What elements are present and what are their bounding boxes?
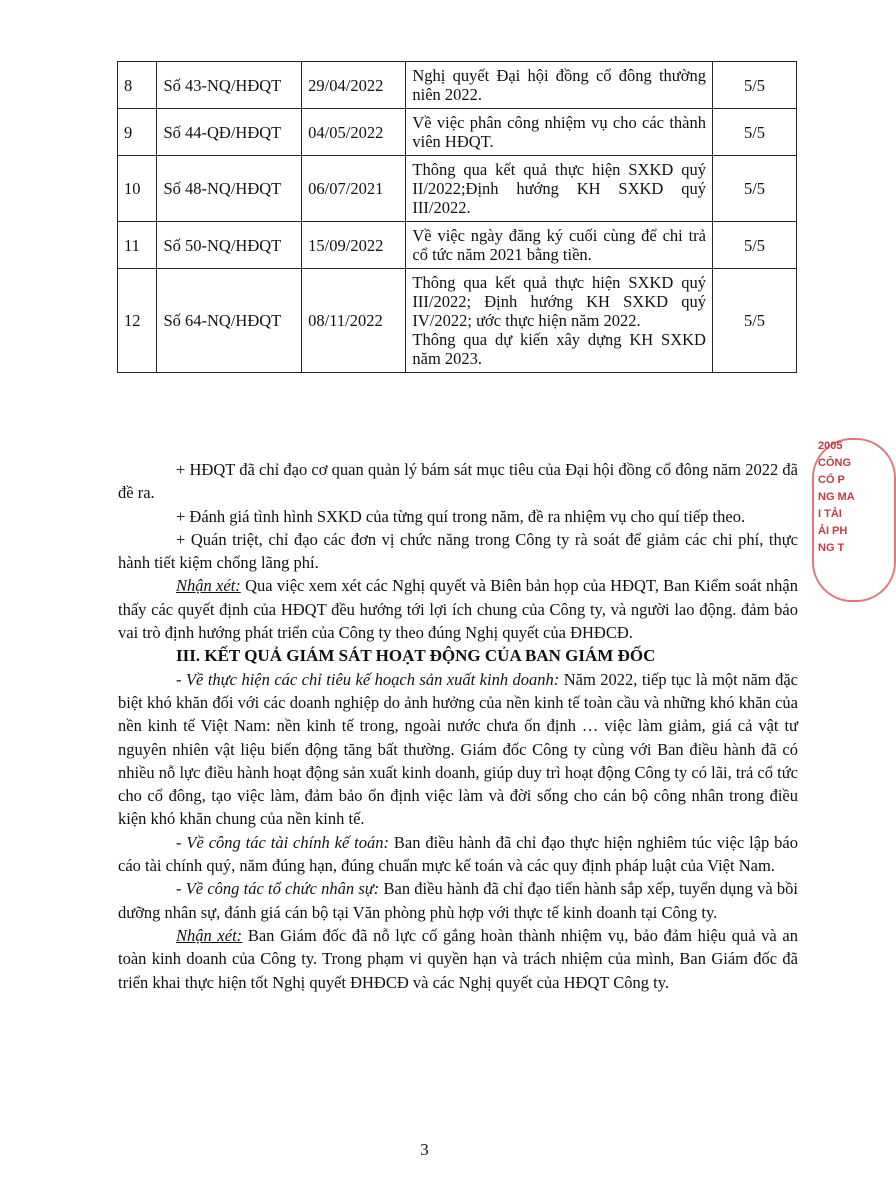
document-title	[406, 109, 713, 156]
section-heading-iii: III. KẾT QUẢ GIÁM SÁT HOẠT ĐỘNG CỦA BAN GIÁM ĐỐC	[176, 646, 656, 666]
vote-result: 5/5	[712, 156, 796, 222]
paragraph-finance-label: - Về công tác tài chính kế toán:	[176, 832, 390, 852]
document-date: 06/07/2021	[302, 156, 406, 222]
document-title-line: Thông qua dự kiến xây dựng KH SXKD năm 2023.	[412, 330, 706, 368]
remark-1	[118, 574, 798, 644]
document-title	[406, 269, 713, 373]
document-date: 15/09/2022	[302, 222, 406, 269]
report-body	[118, 458, 798, 994]
vote-result: 5/5	[712, 269, 796, 373]
table-row	[118, 109, 797, 156]
document-title-line: Về việc phân công nhiệm vụ cho các thành viên HĐQT.	[412, 113, 706, 151]
document-title-line: Về việc ngày đăng ký cuối cùng để chi trả cổ tức năm 2021 bằng tiền.	[412, 226, 706, 264]
table-row	[118, 222, 797, 269]
document-number: Số 50-NQ/HĐQT	[157, 222, 302, 269]
remark-2	[118, 924, 798, 994]
paragraph-business-label: - Về thực hiện các chỉ tiêu kế hoạch sản xuất kinh doanh:	[176, 669, 560, 689]
stamp-text: NG T	[818, 542, 845, 554]
table-row	[118, 62, 797, 109]
stamp-text: I TẢI	[818, 508, 842, 520]
document-number: Số 44-QĐ/HĐQT	[157, 109, 302, 156]
document-title-line: Nghị quyết Đại hội đồng cổ đông thường niên 2022.	[412, 66, 706, 104]
vote-result: 5/5	[712, 222, 796, 269]
remark-1-label: Nhận xét:	[176, 576, 241, 596]
row-number: 10	[118, 156, 157, 222]
company-seal-stamp	[808, 438, 868, 598]
paragraph-personnel-label: - Về công tác tổ chức nhân sự:	[176, 879, 380, 899]
row-number: 9	[118, 109, 157, 156]
document-title	[406, 222, 713, 269]
vote-result: 5/5	[712, 62, 796, 109]
stamp-text: CỔ P	[818, 474, 845, 486]
document-number: Số 48-NQ/HĐQT	[157, 156, 302, 222]
row-number: 12	[118, 269, 157, 373]
document-title	[406, 62, 713, 109]
paragraph-personnel	[118, 877, 798, 924]
paragraph-business	[118, 668, 798, 831]
remark-2-label: Nhận xét:	[176, 925, 243, 945]
paragraph-business-text: Năm 2022, tiếp tục là một năm đặc biệt khó khăn đối với các doanh nghiệp do ảnh hưởng của nền kinh tế toàn cầu và những khó khăn của nền kinh tế Việt Nam: nền kinh tế trong, ngoài nước chưa ổn định … việc làm giảm, giá cả vật tư nguyên nhiên vật liệu biến động tăng bất thường. Giám đốc Công ty cùng với Ban điều hành đã có nhiều nỗ lực điều hành hoạt động sản xuất kinh doanh, giúp duy trì hoạt động Công ty có lãi, trả cổ tức cho cổ đông, tạo việc làm, đảm bảo ổn định việc làm và đời sống cho cán bộ công nhân trong điều kiện khó khăn chung của nền kinh tế.	[118, 669, 798, 829]
resolutions-table	[117, 61, 797, 373]
page-number: 3	[420, 1140, 429, 1159]
document-number: Số 64-NQ/HĐQT	[157, 269, 302, 373]
document-date: 08/11/2022	[302, 269, 406, 373]
document-title	[406, 156, 713, 222]
stamp-text: 2005	[818, 440, 843, 452]
document-number: Số 43-NQ/HĐQT	[157, 62, 302, 109]
table-row	[118, 156, 797, 222]
bullet-1: + HĐQT đã chỉ đạo cơ quan quản lý bám sát mục tiêu của Đại hội đồng cổ đông năm 2022 đã đề ra.	[118, 460, 798, 503]
bullet-2: + Đánh giá tình hình SXKD của từng quí trong năm, đề ra nhiệm vụ cho quí tiếp theo.	[176, 506, 746, 526]
document-date: 04/05/2022	[302, 109, 406, 156]
document-title-line: Thông qua kết quả thực hiện SXKD quý III/2022; Định hướng KH SXKD quý IV/2022; ước thực hiện năm 2022.	[412, 273, 706, 330]
row-number: 8	[118, 62, 157, 109]
vote-result: 5/5	[712, 109, 796, 156]
stamp-text: CÔNG	[818, 457, 851, 469]
remark-2-text: Ban Giám đốc đã nỗ lực cố gắng hoàn thành nhiệm vụ, bảo đảm hiệu quả và an toàn kinh doanh của Công ty. Trong phạm vi quyền hạn và trách nhiệm của mình, Ban Giám đốc đã triển khai thực hiện tốt Nghị quyết ĐHĐCĐ và các Nghị quyết của HĐQT Công ty.	[118, 925, 798, 992]
table-row	[118, 269, 797, 373]
paragraph-personnel-text: Ban điều hành đã chỉ đạo tiến hành sắp xếp, tuyển dụng và bồi dưỡng nhân sự, đánh giá cán bộ tại Văn phòng phù hợp với thực tế kinh doanh tại Công ty.	[118, 879, 798, 922]
document-title-line: Thông qua kết quả thực hiện SXKD quý II/2022;Định hướng KH SXKD quý III/2022.	[412, 160, 706, 217]
remark-1-text: Qua việc xem xét các Nghị quyết và Biên bản họp của HĐQT, Ban Kiểm soát nhận thấy các quyết định của HĐQT đều hướng tới lợi ích chung của Công ty, và người lao động. đảm bảo vai trò định hướng phát triển của Công ty theo đúng Nghị quyết của ĐHĐCĐ.	[118, 576, 798, 643]
document-date: 29/04/2022	[302, 62, 406, 109]
stamp-text: ẢI PH	[818, 525, 848, 537]
row-number: 11	[118, 222, 157, 269]
paragraph-finance	[118, 831, 798, 878]
bullet-3: + Quán triệt, chỉ đạo các đơn vị chức năng trong Công ty rà soát để giảm các chi phí, thực hành tiết kiệm chống lãng phí.	[118, 529, 798, 573]
stamp-text: NG MA	[818, 491, 855, 503]
paragraph-finance-text: Ban điều hành đã chỉ đạo thực hiện nghiêm túc việc lập báo cáo tài chính quý, năm đúng hạn, đúng chuẩn mực kế toán và các quy định pháp luật của Việt Nam.	[118, 832, 798, 876]
